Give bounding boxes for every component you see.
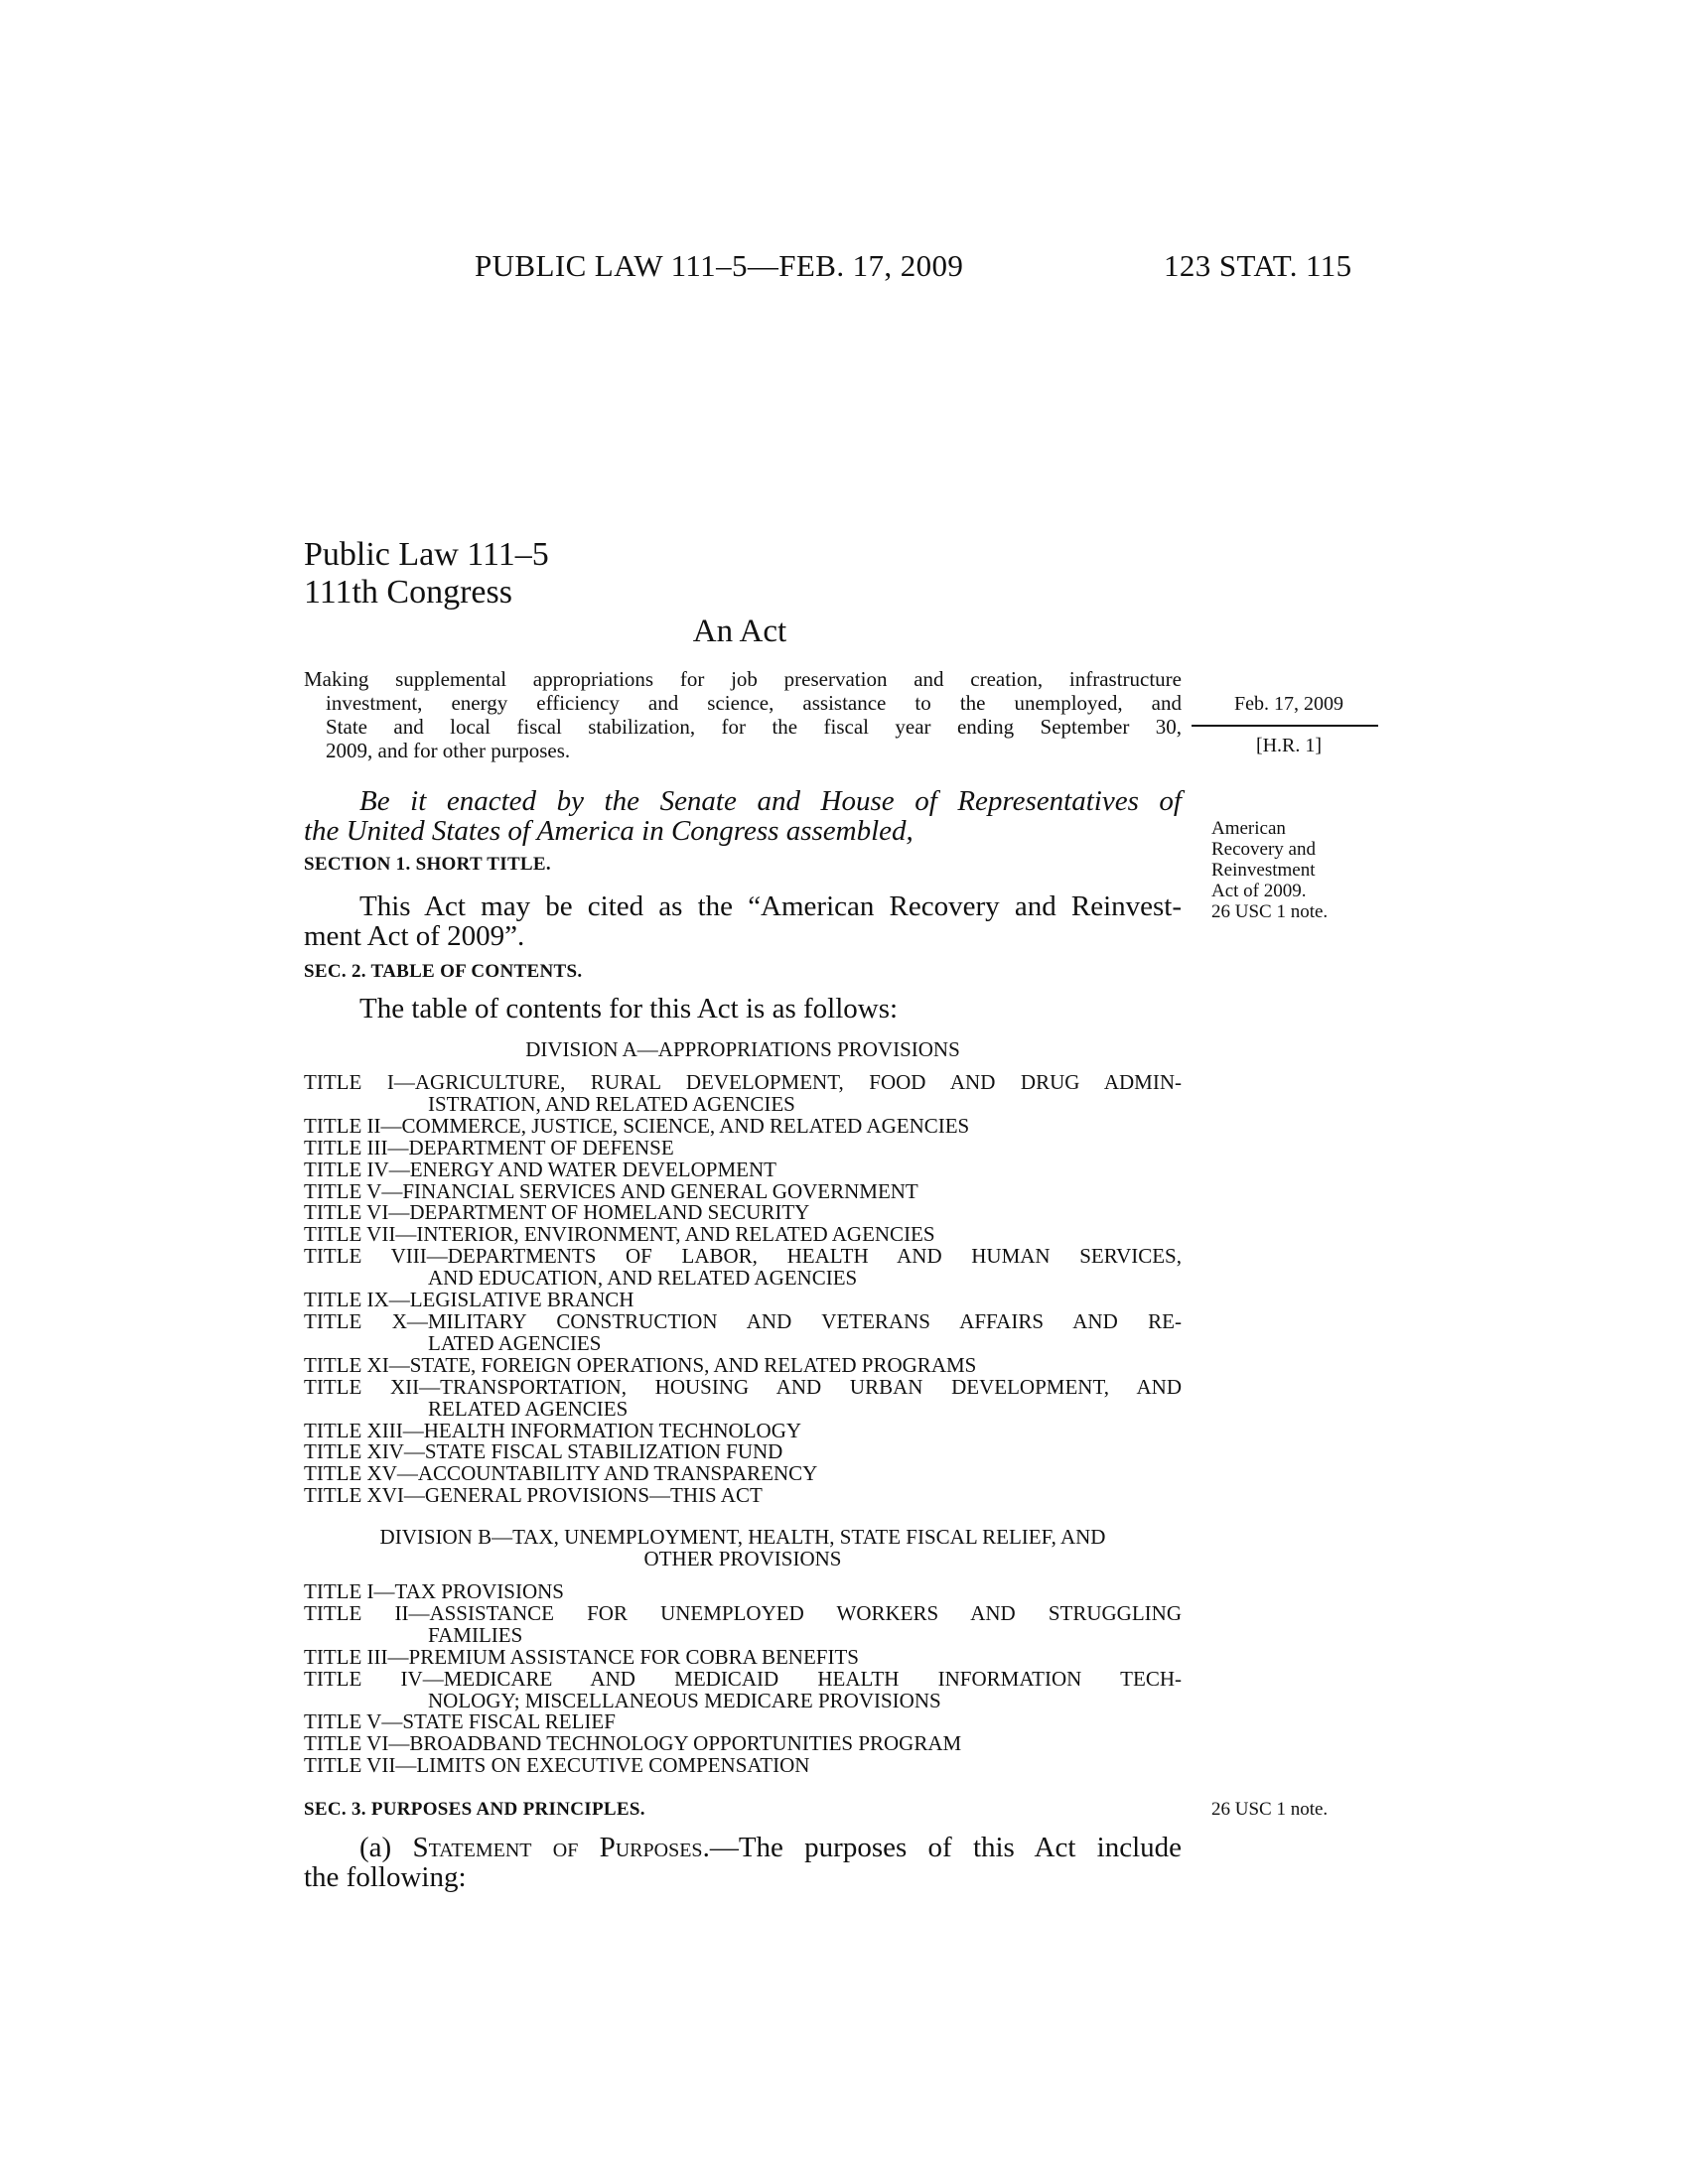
toc-entry	[304, 1463, 1182, 1485]
toc-entry	[304, 1711, 1182, 1733]
margin-note-line: Act of 2009.	[1211, 881, 1307, 901]
running-header-right: 123 STAT. 115	[1164, 248, 1352, 283]
margin-note-line: Recovery and	[1211, 839, 1316, 860]
purpose-statement	[304, 667, 1182, 762]
toc-entry-title: TITLE I—AGRICULTURE, RURAL DEVELOPMENT, FOOD AND DRUG ADMIN-	[304, 1070, 1182, 1094]
toc-entry	[304, 1308, 1182, 1355]
toc-entry	[304, 1246, 1182, 1290]
toc-entry	[304, 1290, 1182, 1311]
toc-entry-title: TITLE IV—MEDICARE AND MEDICAID HEALTH INFORMATION TECH-	[304, 1666, 1182, 1691]
toc-entry-title: TITLE IX—LEGISLATIVE BRANCH	[304, 1288, 634, 1312]
toc-entry	[304, 1113, 1182, 1138]
toc-entry-title: TITLE III—DEPARTMENT OF DEFENSE	[304, 1135, 674, 1160]
toc-entry	[304, 1441, 1182, 1463]
toc-entry	[304, 1418, 1182, 1442]
subsection-title: Statement of Purposes	[412, 1832, 703, 1863]
an-act-heading: An Act	[692, 614, 787, 649]
toc-entry-continuation: ISTRATION, AND RELATED AGENCIES	[428, 1091, 795, 1116]
margin-note-section-3: 26 USC 1 note.	[1211, 1799, 1329, 1820]
running-header-left: PUBLIC LAW 111–5—FEB. 17, 2009	[475, 248, 964, 283]
toc-entry	[304, 1374, 1182, 1421]
toc-entry-title: TITLE VII—INTERIOR, ENVIRONMENT, AND RELATED AGENCIES	[304, 1222, 935, 1247]
toc-entry-title: TITLE V—FINANCIAL SERVICES AND GENERAL GOVERNMENT	[304, 1178, 918, 1203]
section-2-heading: SEC. 2. TABLE OF CONTENTS.	[304, 961, 583, 982]
toc-entry-title: TITLE II—COMMERCE, JUSTICE, SCIENCE, AND RELATED AGENCIES	[304, 1113, 970, 1138]
toc-entry	[304, 1202, 1182, 1224]
toc-entry	[304, 1644, 1182, 1669]
division-b-heading-line: OTHER PROVISIONS	[643, 1547, 842, 1570]
toc-entry	[304, 1733, 1182, 1755]
toc-entry-continuation: NOLOGY; MISCELLANEOUS MEDICARE PROVISIONS	[428, 1688, 941, 1712]
toc-entry-title: TITLE VI—BROADBAND TECHNOLOGY OPPORTUNITIES PROGRAM	[304, 1731, 962, 1756]
section-1-heading: SECTION 1. SHORT TITLE.	[304, 854, 551, 875]
short-title-line: ment Act of 2009”.	[304, 920, 525, 952]
toc-entry-title: TITLE V—STATE FISCAL RELIEF	[304, 1709, 616, 1734]
section-3-heading: SEC. 3. PURPOSES AND PRINCIPLES.	[304, 1799, 645, 1820]
enacting-clause-line: the United States of America in Congress assembled,	[304, 815, 914, 847]
margin-divider	[1192, 725, 1378, 727]
toc-entry-continuation: FAMILIES	[428, 1622, 523, 1647]
toc-entry-title: TITLE X—MILITARY CONSTRUCTION AND VETERANS AFFAIRS AND RE-	[304, 1308, 1182, 1333]
margin-date: Feb. 17, 2009	[1234, 693, 1343, 715]
toc-entry	[304, 1755, 1182, 1777]
margin-bill-number: [H.R. 1]	[1255, 735, 1323, 756]
division-b-heading-line: DIVISION B—TAX, UNEMPLOYMENT, HEALTH, STATE FISCAL RELIEF, AND	[379, 1525, 1106, 1549]
toc-entry-continuation: RELATED AGENCIES	[428, 1396, 629, 1421]
purpose-line: investment, energy efficiency and science, assistance to the unemployed, and	[326, 691, 1182, 715]
enacting-clause	[304, 786, 1182, 846]
division-b-heading	[304, 1526, 1182, 1570]
margin-note-line: American	[1211, 818, 1286, 839]
congress-number: 111th Congress	[304, 574, 512, 611]
statement-line	[304, 1833, 1182, 1862]
public-law-number: Public Law 111–5	[304, 536, 549, 573]
short-title-text	[304, 891, 1182, 951]
toc-entry-title: TITLE XI—STATE, FOREIGN OPERATIONS, AND RELATED PROGRAMS	[304, 1352, 977, 1377]
short-title-line: This Act may be cited as the “American Recovery and Reinvest-	[359, 890, 1182, 922]
toc-entry-title: TITLE I—TAX PROVISIONS	[304, 1579, 564, 1603]
statement-of-purposes	[304, 1833, 1182, 1892]
toc-entry-title: TITLE IV—ENERGY AND WATER DEVELOPMENT	[304, 1157, 776, 1181]
toc-entry-title: TITLE III—PREMIUM ASSISTANCE FOR COBRA BENEFITS	[304, 1644, 859, 1669]
statement-line: the following:	[304, 1861, 467, 1893]
margin-note-line: 26 USC 1 note.	[1211, 901, 1329, 922]
toc-entry-title: TITLE XV—ACCOUNTABILITY AND TRANSPARENCY	[304, 1461, 818, 1486]
toc-entry	[304, 1600, 1182, 1647]
toc-intro: The table of contents for this Act is as follows:	[359, 993, 899, 1024]
division-a-heading: DIVISION A—APPROPRIATIONS PROVISIONS	[525, 1037, 960, 1061]
purpose-line: State and local fiscal stabilization, for the fiscal year ending September 30,	[326, 715, 1182, 739]
purpose-line: Making supplemental appropriations for job preservation and creation, infrastructure	[304, 667, 1182, 691]
purpose-line: 2009, and for other purposes.	[326, 739, 571, 762]
division-b-toc	[304, 1581, 1182, 1777]
toc-entry	[304, 1581, 1182, 1603]
toc-entry	[304, 1072, 1182, 1116]
toc-entry	[304, 1666, 1182, 1712]
margin-note-short-title	[1211, 818, 1370, 922]
toc-entry-title: TITLE VI—DEPARTMENT OF HOMELAND SECURITY	[304, 1200, 810, 1225]
margin-note-line: Reinvestment	[1211, 860, 1316, 881]
toc-entry-title: TITLE VIII—DEPARTMENTS OF LABOR, HEALTH AND HUMAN SERVICES,	[304, 1244, 1182, 1269]
toc-entry	[304, 1135, 1182, 1160]
toc-entry	[304, 1352, 1182, 1377]
toc-entry-title: TITLE VII—LIMITS ON EXECUTIVE COMPENSATION	[304, 1753, 810, 1778]
toc-entry-title: TITLE II—ASSISTANCE FOR UNEMPLOYED WORKERS AND STRUGGLING	[304, 1600, 1182, 1625]
toc-entry	[304, 1157, 1182, 1181]
toc-entry	[304, 1485, 1182, 1507]
toc-entry-title: TITLE XIV—STATE FISCAL STABILIZATION FUND	[304, 1439, 783, 1464]
toc-entry-continuation: LATED AGENCIES	[428, 1330, 602, 1355]
division-a-toc	[304, 1072, 1182, 1507]
enacting-clause-line: Be it enacted by the Senate and House of Representatives of	[359, 785, 1182, 817]
subsection-text: .—The purposes of this Act include	[702, 1832, 1183, 1863]
toc-entry-title: TITLE XVI—GENERAL PROVISIONS—THIS ACT	[304, 1483, 763, 1508]
toc-entry-title: TITLE XIII—HEALTH INFORMATION TECHNOLOGY	[304, 1418, 802, 1442]
toc-entry-title: TITLE XII—TRANSPORTATION, HOUSING AND URBAN DEVELOPMENT, AND	[304, 1374, 1182, 1399]
toc-entry-continuation: AND EDUCATION, AND RELATED AGENCIES	[428, 1266, 858, 1291]
law-title-block	[304, 536, 549, 612]
subsection-label: (a)	[359, 1832, 413, 1863]
toc-entry	[304, 1178, 1182, 1203]
toc-entry	[304, 1224, 1182, 1246]
